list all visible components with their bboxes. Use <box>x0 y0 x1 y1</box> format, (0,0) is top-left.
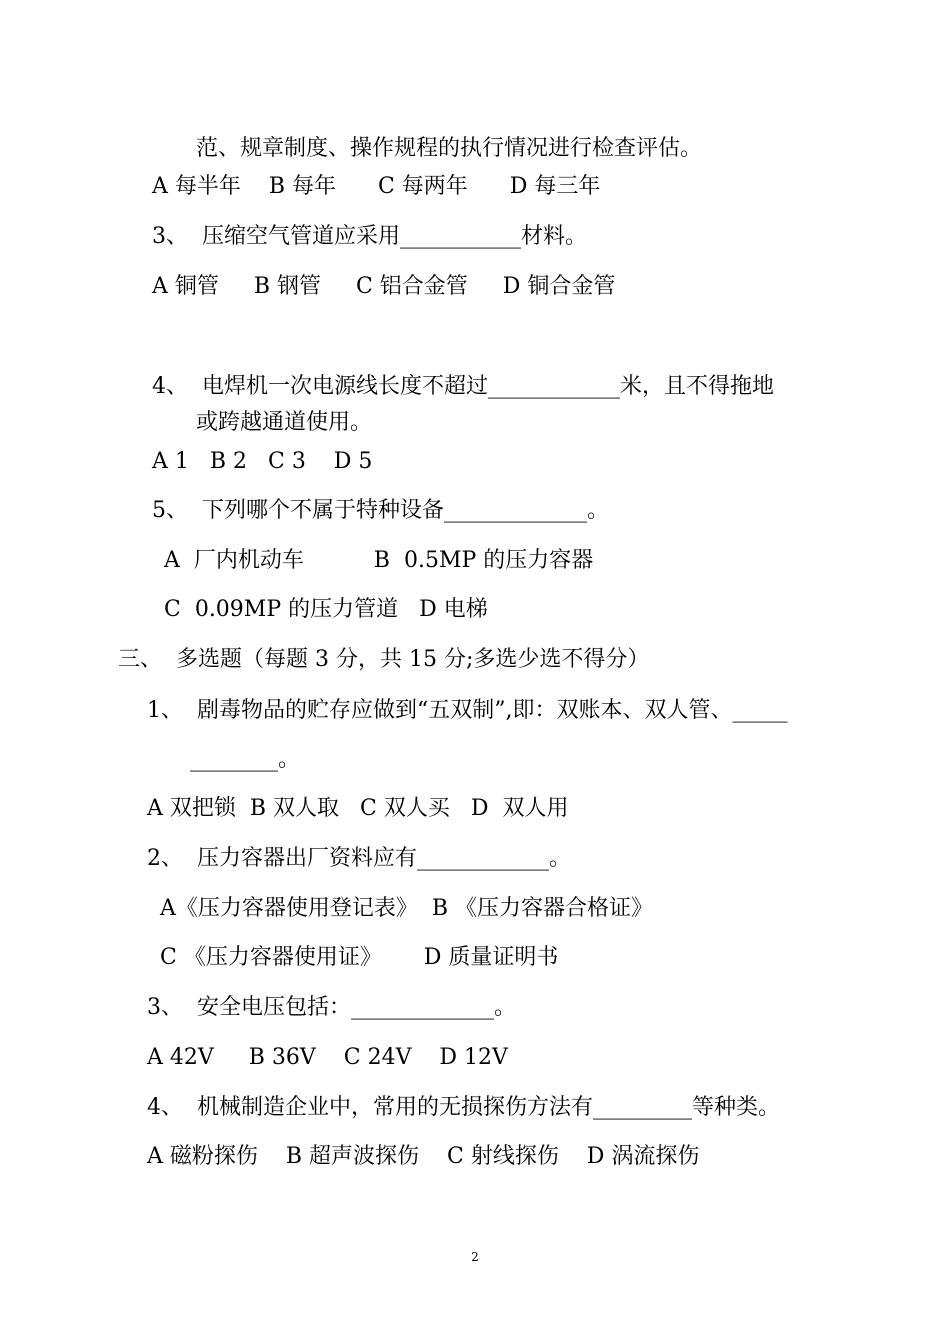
mq4-text: 4、 机械制造企业中，常用的无损探伤方法有_________等种类。 <box>147 1095 780 1120</box>
q4-continuation: 或跨越通道使用。 <box>196 410 373 435</box>
q3-text: 3、 压缩空气管道应采用___________材料。 <box>152 224 587 249</box>
mq2-text: 2、 压力容器出厂资料应有____________。 <box>147 846 571 871</box>
mq1-options: A 双把锁 B 双人取 C 双人买 D 双人用 <box>147 796 569 821</box>
section-3-heading: 三、 多选题（每题 3 分，共 15 分;多选少选不得分） <box>118 647 650 672</box>
mq3-text: 3、 安全电压包括：_____________。 <box>147 995 516 1020</box>
q4-text: 4、 电焊机一次电源线长度不超过____________米，且不得拖地 <box>152 374 774 399</box>
q2-continuation: 范、规章制度、操作规程的执行情况进行检查评估。 <box>196 136 703 161</box>
mq2-options-cd: C 《压力容器使用证》 D 质量证明书 <box>160 945 559 970</box>
q5-options-ab: A 厂内机动车 B 0.5MP 的压力容器 <box>164 548 594 573</box>
mq1-text: 1、 剧毒物品的贮存应做到“五双制”,即：双账本、双人管、_____ <box>147 698 788 723</box>
q3-options: A 铜管 B 钢管 C 铝合金管 D 铜合金管 <box>152 274 616 299</box>
mq2-options-ab: A《压力容器使用登记表》 B 《压力容器合格证》 <box>160 896 654 921</box>
mq4-options: A 磁粉探伤 B 超声波探伤 C 射线探伤 D 涡流探伤 <box>147 1144 700 1169</box>
q4-options: A 1 B 2 C 3 D 5 <box>152 449 373 474</box>
mq1-continuation: ________。 <box>190 747 301 772</box>
mq3-options: A 42V B 36V C 24V D 12V <box>147 1045 508 1070</box>
q2-options: A 每半年 B 每年 C 每两年 D 每三年 <box>152 174 601 199</box>
q5-options-cd: C 0.09MP 的压力管道 D 电梯 <box>164 597 488 622</box>
page-number: 2 <box>471 1250 479 1264</box>
q5-text: 5、 下列哪个不属于特种设备_____________。 <box>152 498 609 523</box>
